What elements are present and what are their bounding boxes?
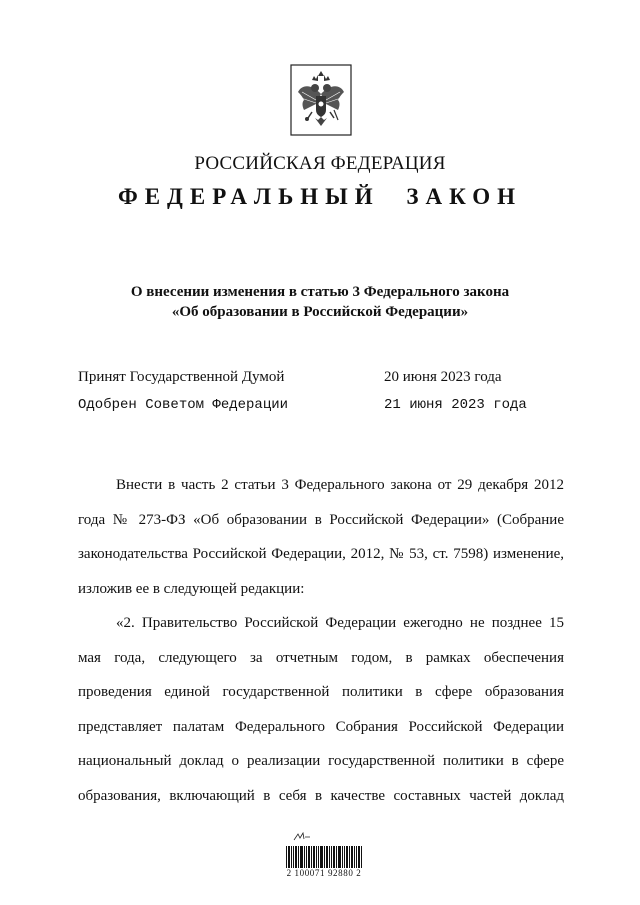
- coat-of-arms-icon: [290, 64, 352, 136]
- body-paragraph-1: Внести в часть 2 статьи 3 Федерального закона от 29 декабря 2012 года № 273-ФЗ «Об образовании в Российской Федерации» (Собрание законодательства Российской Федерации, 2012, № 53, ст. 7598) изменение, изложив ее в следующей редакции:: [78, 477, 564, 597]
- adoption-label: Принят Государственной Думой: [78, 369, 285, 385]
- adoption-date: 20 июня 2023 года: [384, 369, 502, 385]
- law-body: [78, 468, 564, 813]
- barcode-number: 2 100071 92880 2: [286, 868, 362, 878]
- barcode-icon: [286, 846, 362, 868]
- approval-date: 21 июня 2023 года: [384, 397, 527, 413]
- law-title-line-2: «Об образовании в Российской Федерации»: [171, 304, 469, 320]
- country-heading: РОССИЙСКАЯ ФЕДЕРАЦИЯ: [194, 153, 446, 174]
- law-title-line-1: О внесении изменения в статью 3 Федерального закона: [130, 284, 510, 300]
- registration-mark-icon: [292, 832, 312, 842]
- law-title: [0, 282, 640, 322]
- approval-label: Одобрен Советом Федерации: [78, 397, 289, 413]
- body-paragraph-2: «2. Правительство Российской Федерации ежегодно не позднее 15 мая года, следующего за отчетным годом, в рамках обеспечения проведения единой государственной политики в сфере образования представляет палатам Федерального Собрания Российской Федерации национальный доклад о реализации государственной политики в сфере образования, включающий в себя в качестве составных частей доклад: [78, 615, 564, 804]
- document-type-heading: ФЕДЕРАЛЬНЫЙ ЗАКОН: [117, 184, 523, 209]
- barcode-block: [284, 832, 364, 880]
